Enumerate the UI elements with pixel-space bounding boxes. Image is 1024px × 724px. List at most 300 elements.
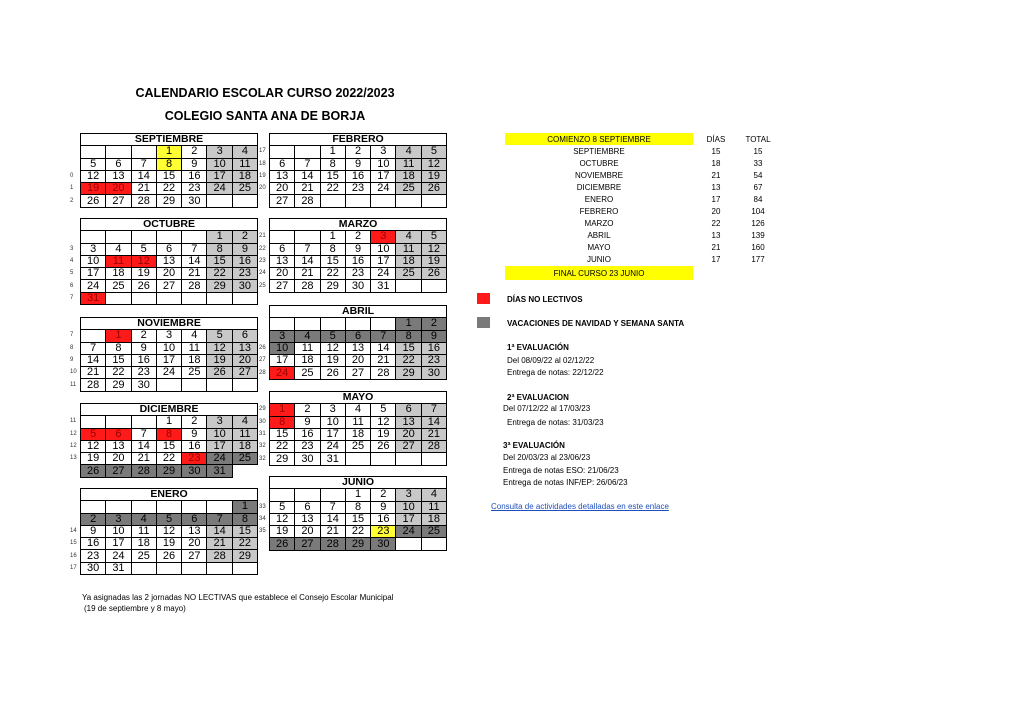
week-number	[259, 538, 270, 550]
day-cell: 27	[182, 550, 207, 562]
total-header: TOTAL	[745, 134, 771, 144]
day-cell: 11	[232, 428, 257, 440]
day-cell: 30	[421, 367, 446, 379]
day-cell: 19	[270, 526, 295, 538]
day-cell	[207, 562, 232, 574]
month-name: MARZO	[270, 219, 447, 231]
day-cell: 27	[345, 367, 370, 379]
day-cell: 20	[270, 183, 295, 195]
day-cell: 9	[182, 428, 207, 440]
day-cell: 25	[232, 453, 257, 465]
day-cell: 17	[371, 170, 396, 182]
month-name: ENERO	[81, 489, 258, 501]
day-cell: 21	[320, 526, 345, 538]
day-cell	[131, 146, 156, 158]
day-cell: 5	[131, 243, 156, 255]
week-number	[70, 231, 81, 243]
week-number: 2	[70, 197, 74, 204]
day-cell: 16	[81, 538, 106, 550]
week-row	[259, 501, 447, 513]
week-row	[70, 513, 258, 525]
day-cell: 9	[345, 243, 370, 255]
week-row	[70, 453, 258, 465]
day-cell: 24	[207, 183, 232, 195]
day-cell: 12	[320, 342, 345, 354]
day-cell	[345, 453, 370, 465]
day-cell: 7	[295, 243, 320, 255]
day-cell: 8	[156, 158, 181, 170]
day-cell: 10	[320, 416, 345, 428]
day-cell: 4	[396, 231, 421, 243]
day-cell: 26	[207, 367, 232, 379]
course-end: FINAL CURSO 23 JUNIO	[505, 266, 693, 280]
day-cell: 26	[81, 195, 106, 207]
day-cell: 15	[320, 170, 345, 182]
day-cell: 24	[371, 268, 396, 280]
day-cell: 9	[345, 158, 370, 170]
week-number: 17	[70, 564, 77, 571]
week-row	[259, 318, 447, 330]
month-oct	[70, 218, 258, 305]
day-cell: 31	[81, 292, 106, 304]
day-cell: 24	[106, 550, 131, 562]
week-row	[70, 562, 258, 574]
activities-link[interactable]: Consulta de actividades detalladas en este enlace	[491, 502, 669, 511]
day-cell: 1	[320, 231, 345, 243]
day-cell	[156, 501, 181, 513]
day-cell	[106, 416, 131, 428]
day-cell: 16	[371, 513, 396, 525]
day-cell: 28	[371, 367, 396, 379]
summary-row: SEPTIEMBRE 15 15	[573, 146, 763, 156]
week-row	[70, 501, 258, 513]
day-cell: 29	[156, 195, 181, 207]
day-cell: 30	[371, 538, 396, 550]
week-row	[70, 195, 258, 207]
day-cell: 17	[320, 428, 345, 440]
day-cell: 10	[270, 342, 295, 354]
day-cell: 29	[270, 453, 295, 465]
day-cell: 25	[396, 268, 421, 280]
school-name: COLEGIO SANTA ANA DE BORJA	[164, 109, 366, 123]
day-cell: 15	[232, 525, 257, 537]
week-row	[70, 550, 258, 562]
day-cell: 10	[396, 501, 421, 513]
day-cell: 15	[106, 354, 131, 366]
day-cell: 17	[371, 255, 396, 267]
week-row	[70, 243, 258, 255]
day-cell: 24	[207, 453, 232, 465]
eval3-notes-inf: Entrega de notas INF/EP: 26/06/23	[503, 478, 628, 487]
day-cell: 13	[106, 440, 131, 452]
day-cell: 7	[371, 330, 396, 342]
week-number: 10	[70, 369, 77, 376]
week-number	[70, 146, 81, 158]
week-row	[259, 330, 447, 342]
day-cell	[182, 231, 207, 243]
day-cell	[396, 280, 421, 292]
summary-row: DICIEMBRE 13 67	[576, 182, 763, 192]
day-cell: 7	[320, 501, 345, 513]
day-cell: 20	[270, 268, 295, 280]
day-cell: 4	[345, 404, 370, 416]
week-number: 8	[70, 344, 74, 351]
day-cell: 6	[270, 243, 295, 255]
day-cell: 8	[232, 513, 257, 525]
month-name: DICIEMBRE	[81, 404, 258, 416]
day-cell: 20	[106, 183, 131, 195]
day-cell	[182, 562, 207, 574]
day-cell: 7	[295, 158, 320, 170]
day-cell	[371, 195, 396, 207]
day-cell: 4	[232, 146, 257, 158]
day-cell: 27	[106, 465, 131, 477]
course-start: COMIENZO 8 SEPTIEMBRE	[505, 133, 693, 145]
week-number: 35	[259, 528, 266, 535]
week-number: 13	[70, 455, 77, 462]
week-number	[70, 501, 81, 513]
month-abr	[259, 305, 447, 380]
day-cell: 28	[207, 550, 232, 562]
day-cell: 5	[421, 146, 446, 158]
day-cell: 7	[131, 428, 156, 440]
week-number: 31	[259, 431, 266, 438]
week-number: 32	[259, 443, 266, 450]
summary-row: FEBRERO 20 104	[579, 207, 765, 217]
days-summary-table	[505, 133, 777, 280]
footer-note: Ya asignadas las 2 jornadas NO LECTIVAS que establece el Consejo Escolar Municipal	[82, 593, 394, 602]
month-mar	[259, 218, 447, 293]
week-row	[70, 170, 258, 182]
day-cell	[81, 416, 106, 428]
day-cell: 14	[81, 354, 106, 366]
day-cell	[396, 538, 421, 550]
day-cell: 21	[131, 453, 156, 465]
eval3-title: 3ª EVALUACIÓN	[503, 441, 565, 450]
day-cell: 18	[232, 440, 257, 452]
week-row	[259, 195, 447, 207]
day-cell: 15	[156, 440, 181, 452]
day-cell: 27	[232, 367, 257, 379]
day-cell: 21	[131, 183, 156, 195]
week-number: 11	[70, 381, 77, 388]
day-cell: 12	[81, 440, 106, 452]
day-cell: 18	[345, 428, 370, 440]
day-cell	[295, 318, 320, 330]
day-cell	[295, 146, 320, 158]
day-cell: 24	[156, 367, 181, 379]
day-cell: 21	[295, 183, 320, 195]
summary-row: OCTUBRE 18 33	[579, 158, 763, 168]
day-cell: 6	[106, 428, 131, 440]
day-cell: 13	[396, 416, 421, 428]
day-cell: 16	[295, 428, 320, 440]
day-cell: 25	[182, 367, 207, 379]
month-ene	[70, 488, 258, 575]
day-cell: 11	[396, 243, 421, 255]
day-cell: 12	[270, 513, 295, 525]
day-cell: 16	[345, 255, 370, 267]
day-cell: 15	[207, 255, 232, 267]
day-cell	[320, 489, 345, 501]
day-cell: 8	[207, 243, 232, 255]
day-cell: 21	[182, 268, 207, 280]
day-cell: 23	[345, 183, 370, 195]
week-number: 19	[259, 173, 266, 180]
day-cell	[156, 562, 181, 574]
day-cell: 23	[232, 268, 257, 280]
day-cell: 13	[270, 170, 295, 182]
month-name: OCTUBRE	[81, 219, 258, 231]
day-cell	[371, 318, 396, 330]
day-cell: 26	[371, 441, 396, 453]
day-cell: 6	[182, 513, 207, 525]
day-cell: 11	[396, 158, 421, 170]
week-number	[70, 465, 81, 477]
day-cell: 30	[182, 465, 207, 477]
day-cell	[295, 231, 320, 243]
day-cell: 21	[371, 355, 396, 367]
month-name: ABRIL	[270, 306, 447, 318]
eval1-title: 1ª EVALUACIÓN	[507, 343, 569, 352]
week-number: 17	[259, 148, 266, 155]
day-cell	[320, 318, 345, 330]
summary-row: MARZO 22 126	[584, 219, 765, 229]
day-cell: 12	[371, 416, 396, 428]
day-cell: 25	[232, 183, 257, 195]
day-cell: 10	[371, 243, 396, 255]
day-cell: 27	[270, 195, 295, 207]
day-cell: 29	[207, 280, 232, 292]
day-cell	[81, 330, 106, 342]
day-cell: 20	[396, 428, 421, 440]
month-name: FEBRERO	[270, 134, 447, 146]
day-cell: 25	[295, 367, 320, 379]
day-cell	[207, 379, 232, 391]
day-cell: 3	[106, 513, 131, 525]
day-cell: 6	[345, 330, 370, 342]
week-number: 6	[70, 282, 74, 289]
day-cell: 3	[270, 330, 295, 342]
week-row	[259, 146, 447, 158]
day-cell: 12	[421, 243, 446, 255]
day-cell	[270, 146, 295, 158]
day-cell: 8	[320, 158, 345, 170]
day-cell	[207, 292, 232, 304]
day-cell: 1	[207, 231, 232, 243]
week-row	[259, 441, 447, 453]
day-cell: 25	[131, 550, 156, 562]
day-cell: 26	[421, 183, 446, 195]
day-cell: 19	[81, 183, 106, 195]
day-cell: 25	[396, 183, 421, 195]
day-cell: 9	[421, 330, 446, 342]
day-cell: 5	[320, 330, 345, 342]
day-cell: 10	[207, 158, 232, 170]
week-row	[259, 526, 447, 538]
week-number	[70, 513, 81, 525]
week-row	[70, 268, 258, 280]
day-cell	[207, 501, 232, 513]
day-cell: 1	[156, 146, 181, 158]
day-cell: 29	[396, 367, 421, 379]
day-cell: 27	[295, 538, 320, 550]
day-cell: 4	[131, 513, 156, 525]
day-cell: 1	[345, 489, 370, 501]
day-cell: 15	[270, 428, 295, 440]
day-cell: 8	[320, 243, 345, 255]
day-cell: 3	[207, 146, 232, 158]
month-name: JUNIO	[270, 477, 447, 489]
day-cell	[396, 453, 421, 465]
day-cell: 19	[320, 355, 345, 367]
day-cell: 4	[396, 146, 421, 158]
week-number: 7	[70, 332, 74, 339]
eval3-dates: Del 20/03/23 al 23/06/23	[503, 453, 591, 462]
day-cell: 16	[421, 342, 446, 354]
week-number	[70, 158, 81, 170]
day-cell: 19	[207, 354, 232, 366]
week-row	[70, 183, 258, 195]
day-cell	[182, 501, 207, 513]
week-number: 0	[70, 173, 74, 180]
week-number: 12	[70, 443, 77, 450]
day-cell: 23	[345, 268, 370, 280]
day-cell: 21	[81, 367, 106, 379]
month-name: SEPTIEMBRE	[81, 134, 258, 146]
day-cell: 5	[81, 158, 106, 170]
month-feb	[259, 133, 447, 208]
week-number: 21	[259, 233, 266, 240]
day-cell: 13	[295, 513, 320, 525]
day-cell	[421, 195, 446, 207]
month-nov	[70, 317, 258, 392]
day-cell: 2	[345, 231, 370, 243]
day-cell: 13	[156, 255, 181, 267]
day-cell: 23	[371, 526, 396, 538]
week-number: 25	[259, 282, 266, 289]
day-cell: 2	[295, 404, 320, 416]
day-cell: 7	[131, 158, 156, 170]
day-cell: 30	[232, 280, 257, 292]
day-cell: 27	[396, 441, 421, 453]
day-cell: 22	[207, 268, 232, 280]
days-header: DÍAS	[706, 134, 726, 144]
day-cell	[106, 501, 131, 513]
day-cell: 25	[345, 441, 370, 453]
day-cell	[131, 562, 156, 574]
day-cell	[421, 280, 446, 292]
week-row	[259, 513, 447, 525]
week-number: 20	[259, 185, 266, 192]
day-cell	[156, 292, 181, 304]
day-cell: 1	[270, 404, 295, 416]
day-cell: 22	[156, 453, 181, 465]
day-cell: 11	[131, 525, 156, 537]
day-cell: 30	[345, 280, 370, 292]
day-cell: 14	[320, 513, 345, 525]
day-cell: 19	[81, 453, 106, 465]
day-cell: 12	[131, 255, 156, 267]
day-cell: 2	[131, 330, 156, 342]
day-cell: 25	[421, 526, 446, 538]
day-cell: 19	[421, 255, 446, 267]
week-row	[259, 355, 447, 367]
day-cell: 30	[131, 379, 156, 391]
week-number	[259, 195, 270, 207]
day-cell	[182, 379, 207, 391]
day-cell: 2	[421, 318, 446, 330]
day-cell: 26	[81, 465, 106, 477]
month-may	[259, 391, 447, 466]
day-cell: 18	[396, 170, 421, 182]
day-cell: 20	[345, 355, 370, 367]
day-cell: 20	[156, 268, 181, 280]
week-row	[259, 453, 447, 465]
day-cell: 18	[421, 513, 446, 525]
day-cell: 1	[320, 146, 345, 158]
day-cell: 28	[182, 280, 207, 292]
day-cell: 1	[156, 416, 181, 428]
week-row	[259, 183, 447, 195]
day-cell: 19	[156, 538, 181, 550]
day-cell: 30	[295, 453, 320, 465]
day-cell: 24	[396, 526, 421, 538]
week-row	[70, 146, 258, 158]
day-cell: 18	[396, 255, 421, 267]
week-row	[70, 342, 258, 354]
day-cell: 8	[270, 416, 295, 428]
day-cell: 11	[421, 501, 446, 513]
day-cell: 13	[232, 342, 257, 354]
week-number	[259, 318, 270, 330]
week-row	[70, 292, 258, 304]
day-cell: 10	[156, 342, 181, 354]
legend-red-swatch	[477, 293, 490, 304]
month-name: NOVIEMBRE	[81, 318, 258, 330]
week-row	[70, 379, 258, 391]
day-cell: 20	[182, 538, 207, 550]
day-cell	[156, 379, 181, 391]
day-cell: 12	[207, 342, 232, 354]
week-number: 22	[259, 245, 266, 252]
day-cell: 28	[81, 379, 106, 391]
week-row	[70, 158, 258, 170]
day-cell: 22	[320, 183, 345, 195]
day-cell: 18	[182, 354, 207, 366]
week-row	[259, 428, 447, 440]
day-cell	[295, 489, 320, 501]
day-cell	[131, 416, 156, 428]
day-cell: 18	[295, 355, 320, 367]
day-cell: 20	[232, 354, 257, 366]
legend-red-label: DÍAS NO LECTIVOS	[507, 295, 583, 304]
day-cell	[345, 318, 370, 330]
summary-row: MAYO 21 160	[587, 243, 765, 253]
week-row	[259, 170, 447, 182]
summary-row: JUNIO 17 177	[587, 255, 765, 265]
day-cell: 15	[396, 342, 421, 354]
day-cell	[371, 453, 396, 465]
eval3-notes-eso: Entrega de notas ESO: 21/06/23	[503, 466, 619, 475]
day-cell: 23	[182, 183, 207, 195]
day-cell	[232, 195, 257, 207]
eval2-title: 2ª EVALUACION	[507, 393, 569, 402]
month-sep	[70, 133, 258, 208]
day-cell: 14	[295, 255, 320, 267]
day-cell: 5	[371, 404, 396, 416]
day-cell: 9	[131, 342, 156, 354]
